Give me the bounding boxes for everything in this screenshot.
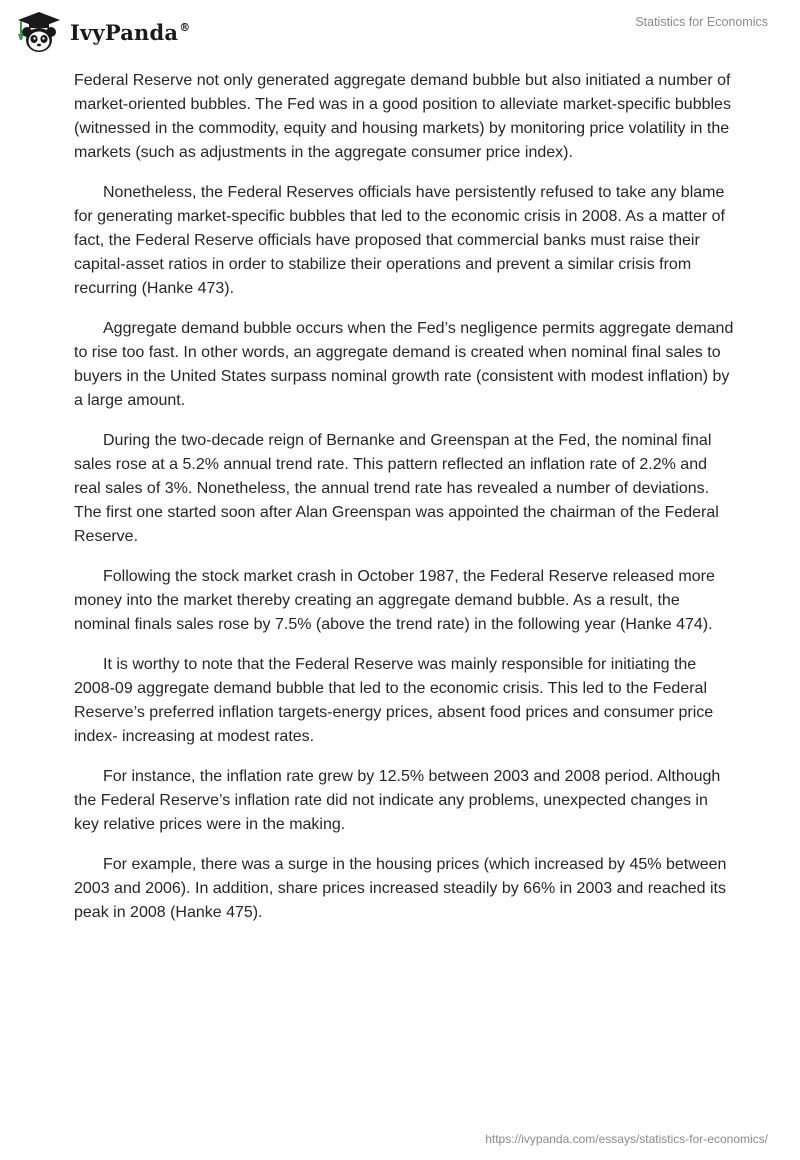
- brand-logo[interactable]: [14, 8, 190, 56]
- paragraph: Following the stock market crash in October 1987, the Federal Reserve released more money into the market thereby creating an aggregate demand bubble. As a result, the nominal finals sales rose by 7.5% (above the trend rate) in the following year (Hanke 474).: [74, 568, 715, 633]
- paragraph: For example, there was a surge in the housing prices (which increased by 45% between 2003 and 2006). In addition, share prices increased steadily by 66% in 2003 and reached its peak in 2008 (Hanke 475).: [74, 856, 727, 921]
- essay-body: [74, 69, 734, 941]
- page-header: [0, 0, 800, 64]
- source-url[interactable]: https://ivypanda.com/essays/statistics-for-economics/: [485, 1132, 768, 1146]
- paragraph: Federal Reserve not only generated aggregate demand bubble but also initiated a number of market-oriented bubbles. The Fed was in a good position to alleviate market-specific bubbles (witnessed in the commodity, equity and housing markets) by monitoring price volatility in the markets (such as adjustments in the aggregate consumer price index).: [74, 72, 731, 161]
- document-title: Statistics for Economics: [635, 15, 768, 29]
- brand-name: IvyPanda®: [70, 19, 191, 45]
- paragraph: Nonetheless, the Federal Reserves officials have persistently refused to take any blame for generating market-specific bubbles that led to the economic crisis in 2008. As a matter of fact, the Federal Reserve officials have proposed that commercial banks must raise their capital-asset ratios in order to stabilize their operations and prevent a similar crisis from recurring (Hanke 473).: [74, 184, 725, 297]
- panda-graduate-icon: [14, 10, 64, 54]
- paragraph: Aggregate demand bubble occurs when the Fed’s negligence permits aggregate demand to rise too fast. In other words, an aggregate demand is created when nominal final sales to buyers in the United States surpass nominal growth rate (consistent with modest inflation) by a large amount.: [74, 320, 734, 409]
- registered-mark: ®: [179, 20, 191, 34]
- paragraph: During the two-decade reign of Bernanke and Greenspan at the Fed, the nominal final sales rose at a 5.2% annual trend rate. This pattern reflected an inflation rate of 2.2% and real sales of 3%. Nonetheless, the annual trend rate has revealed a number of deviations. The first one started soon after Alan Greenspan was appointed the chairman of the Federal Reserve.: [74, 432, 719, 545]
- paragraph: For instance, the inflation rate grew by 12.5% between 2003 and 2008 period. Although the Federal Reserve’s inflation rate did not indicate any problems, unexpected changes in key relative prices were in the making.: [74, 768, 721, 833]
- paragraph: It is worthy to note that the Federal Reserve was mainly responsible for initiating the 2008-09 aggregate demand bubble that led to the economic crisis. This led to the Federal Reserve’s preferred inflation targets-energy prices, absent food prices and consumer price index- increasing at modest rates.: [74, 656, 714, 745]
